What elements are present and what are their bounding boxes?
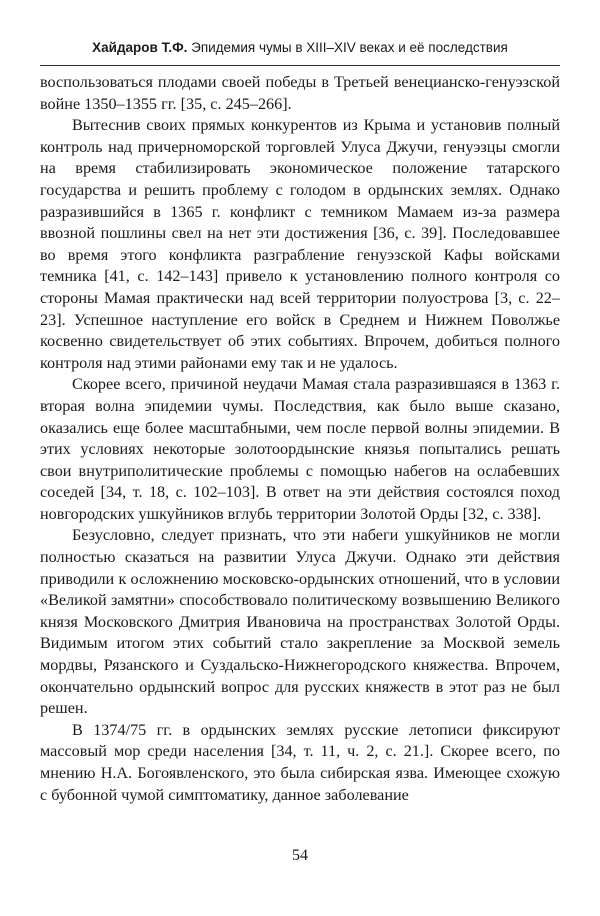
header-rule (40, 65, 560, 66)
paragraph-2: Вытеснив своих прямых конкурентов из Крыма и установив полный контроль над причерноморской торговлей Улуса Джучи, генуэзцы смогли на время стабилизировать экономическое положение татарского государства и решить проблему с голодом в ордынских землях. Однако разразившийся в 1365 г. конфликт с темником Мамаем из-за размера ввозной пошлины свел на нет эти достижения [36, с. 39]. Последовавшее во время этого конфликта разграбление генуэзской Кафы войсками темника [41, с. 142–143] привело к установлению полного контроля со стороны Мамая практически над всей территории полуострова [3, с. 22–23]. Успешное наступление его войск в Среднем и Нижнем Поволжье косвенно свидетельствует об этих событиях. Впрочем, добиться полного контроля над этими районами ему так и не удалось. (40, 116, 560, 372)
paragraph-1: воспользоваться плодами своей победы в Третьей венецианско-генуэзской войне 1350–1355 гг. [35, с. 245–266]. (40, 73, 560, 113)
paragraph-4: Безусловно, следует признать, что эти набеги ушкуйников не могли полностью сказаться на развитии Улуса Джучи. Однако эти действия приводили к осложнению московско-ордынских отношений, что в условии «Великой замятни» способствовало политическому возвышению Великого князя Московского Дмитрия Ивановича на пространствах Золотой Орды. Видимым итогом этих событий стало закрепление за Москвой земель мордвы, Рязанского и Суздальско-Нижнегородского княжества. Впрочем, окончательно ордынский вопрос для русских княжеств в этот раз не был решен. (40, 526, 560, 718)
header-author: Хайдаров Т.Ф. (92, 40, 188, 55)
body-text (40, 72, 560, 806)
paragraph-3: Скорее всего, причиной неудачи Мамая стала разразившаяся в 1363 г. вторая волна эпидемии чумы. Последствия, как было выше сказано, оказались еще более масштабными, чем после первой волны эпидемии. В этих условиях некоторые золотоордынские князья попытались решать свои внутриполитические проблемы с помощью набегов на ослабевших соседей [34, т. 18, с. 102–103]. В ответ на эти действия состоялся поход новгородских ушкуйников вглубь территории Золотой Орды [32, с. 338]. (40, 375, 560, 523)
paragraph-5: В 1374/75 гг. в ордынских землях русские летописи фиксируют массовый мор среди населения [34, т. 11, ч. 2, с. 21.]. Скорее всего, по мнению Н.А. Богоявленского, это была сибирская язва. Имеющее схожую с бубонной чумой симптоматику, данное заболевание (40, 720, 560, 804)
running-header (40, 40, 560, 56)
page-number: 54 (292, 847, 308, 864)
header-title: Эпидемия чумы в XIII–XIV веках и её последствия (191, 40, 508, 55)
